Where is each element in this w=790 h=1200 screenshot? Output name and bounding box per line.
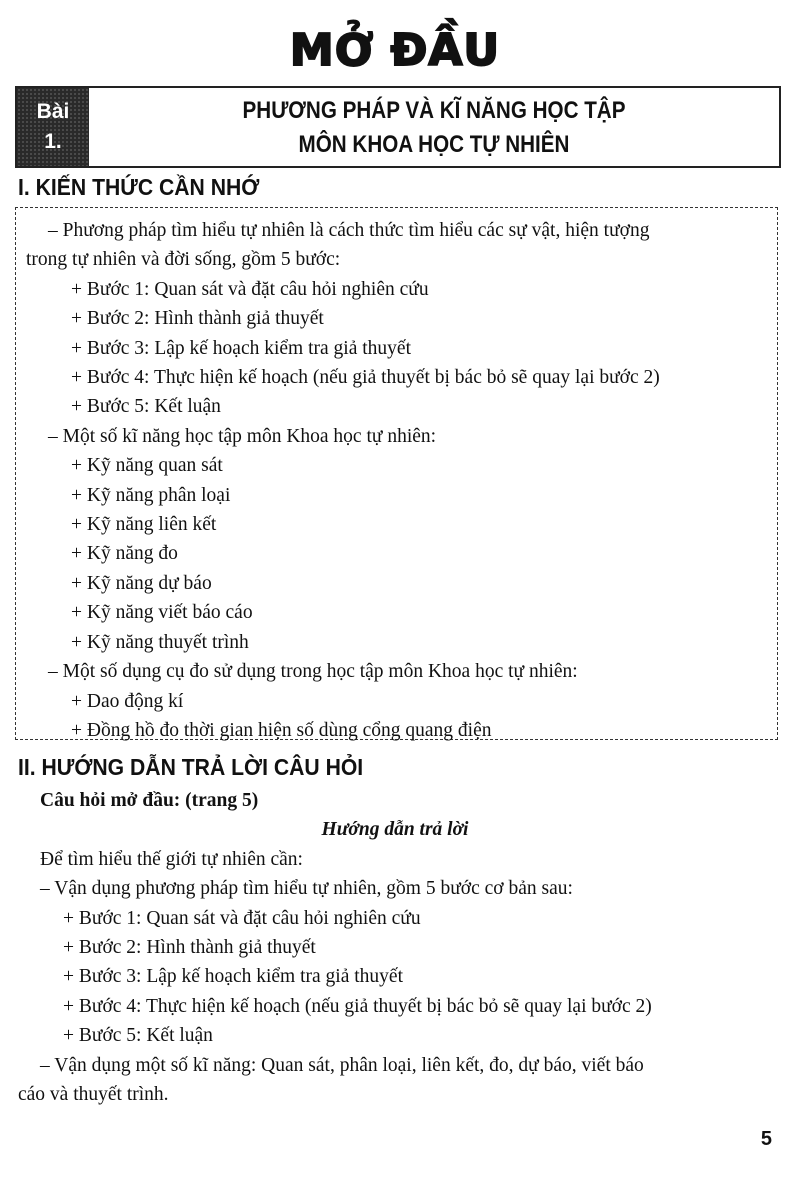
- text-line: + Bước 3: Lập kế hoạch kiểm tra giả thuyết: [63, 966, 403, 988]
- text-line: + Bước 4: Thực hiện kế hoạch (nếu giả thuyết bị bác bỏ sẽ quay lại bước 2): [71, 367, 660, 389]
- text-line: + Bước 5: Kết luận: [71, 396, 221, 418]
- text-line: + Kỹ năng phân loại: [71, 484, 231, 506]
- question-label: Câu hỏi mở đầu: (trang 5): [40, 790, 259, 811]
- text-line: + Bước 2: Hình thành giả thuyết: [63, 937, 316, 959]
- text-line: cáo và thuyết trình.: [18, 1084, 169, 1106]
- lesson-title-line: PHƯƠNG PHÁP VÀ KĨ NĂNG HỌC TẬP: [242, 97, 626, 124]
- text-line: – Vận dụng một số kĩ năng: Quan sát, phân loại, liên kết, đo, dự báo, viết báo: [40, 1054, 644, 1076]
- lesson-title-line: MÔN KHOA HỌC TỰ NHIÊN: [298, 131, 570, 158]
- text-line: + Kỹ năng quan sát: [71, 455, 223, 477]
- text-line: + Kỹ năng đo: [71, 543, 178, 565]
- text-line: – Phương pháp tìm hiểu tự nhiên là cách thức tìm hiểu các sự vật, hiện tượng: [48, 220, 650, 241]
- summary-lines: [16, 216, 777, 745]
- lesson-badge: [17, 88, 89, 166]
- text-line: Để tìm hiểu thế giới tự nhiên cần:: [40, 848, 303, 870]
- text-line: + Kỹ năng viết báo cáo: [71, 602, 253, 624]
- text-line: + Dao động kí: [71, 690, 184, 712]
- section2-content: [0, 786, 790, 1109]
- answer-lines: [0, 845, 790, 1110]
- text-line: + Kỹ năng thuyết trình: [71, 631, 249, 653]
- text-line: trong tự nhiên và đời sống, gồm 5 bước:: [26, 249, 341, 271]
- lesson-header: [15, 86, 781, 168]
- section2-heading: II. HƯỚNG DẪN TRẢ LỜI CÂU HỎI: [18, 754, 364, 780]
- page-number: 5: [760, 1128, 772, 1150]
- lesson-badge-number: 1.: [44, 130, 62, 153]
- text-line: + Bước 3: Lập kế hoạch kiểm tra giả thuyết: [71, 337, 411, 359]
- text-line: – Vận dụng phương pháp tìm hiểu tự nhiên, gồm 5 bước cơ bản sau:: [40, 878, 573, 900]
- text-line: + Bước 1: Quan sát và đặt câu hỏi nghiên cứu: [71, 278, 429, 300]
- text-line: + Bước 1: Quan sát và đặt câu hỏi nghiên cứu: [63, 907, 421, 929]
- text-line: – Một số kĩ năng học tập môn Khoa học tự nhiên:: [48, 425, 437, 447]
- answer-heading: Hướng dẫn trả lời: [321, 819, 469, 841]
- text-line: + Bước 4: Thực hiện kế hoạch (nếu giả thuyết bị bác bỏ sẽ quay lại bước 2): [63, 995, 652, 1017]
- lesson-title: [137, 88, 730, 166]
- summary-box: [15, 207, 778, 740]
- text-line: + Đồng hồ đo thời gian hiện số dùng cổng quang điện: [71, 719, 492, 741]
- text-line: + Kỹ năng liên kết: [71, 514, 217, 536]
- text-line: + Bước 5: Kết luận: [63, 1025, 213, 1047]
- chapter-title: MỞ ĐẦU: [289, 25, 501, 76]
- section1-heading: I. KIẾN THỨC CẦN NHỚ: [18, 174, 260, 200]
- lesson-badge-label: Bài: [36, 100, 70, 123]
- text-line: + Kỹ năng dự báo: [71, 572, 212, 594]
- text-line: – Một số dụng cụ đo sử dụng trong học tập môn Khoa học tự nhiên:: [48, 661, 578, 683]
- text-line: + Bước 2: Hình thành giả thuyết: [71, 308, 324, 330]
